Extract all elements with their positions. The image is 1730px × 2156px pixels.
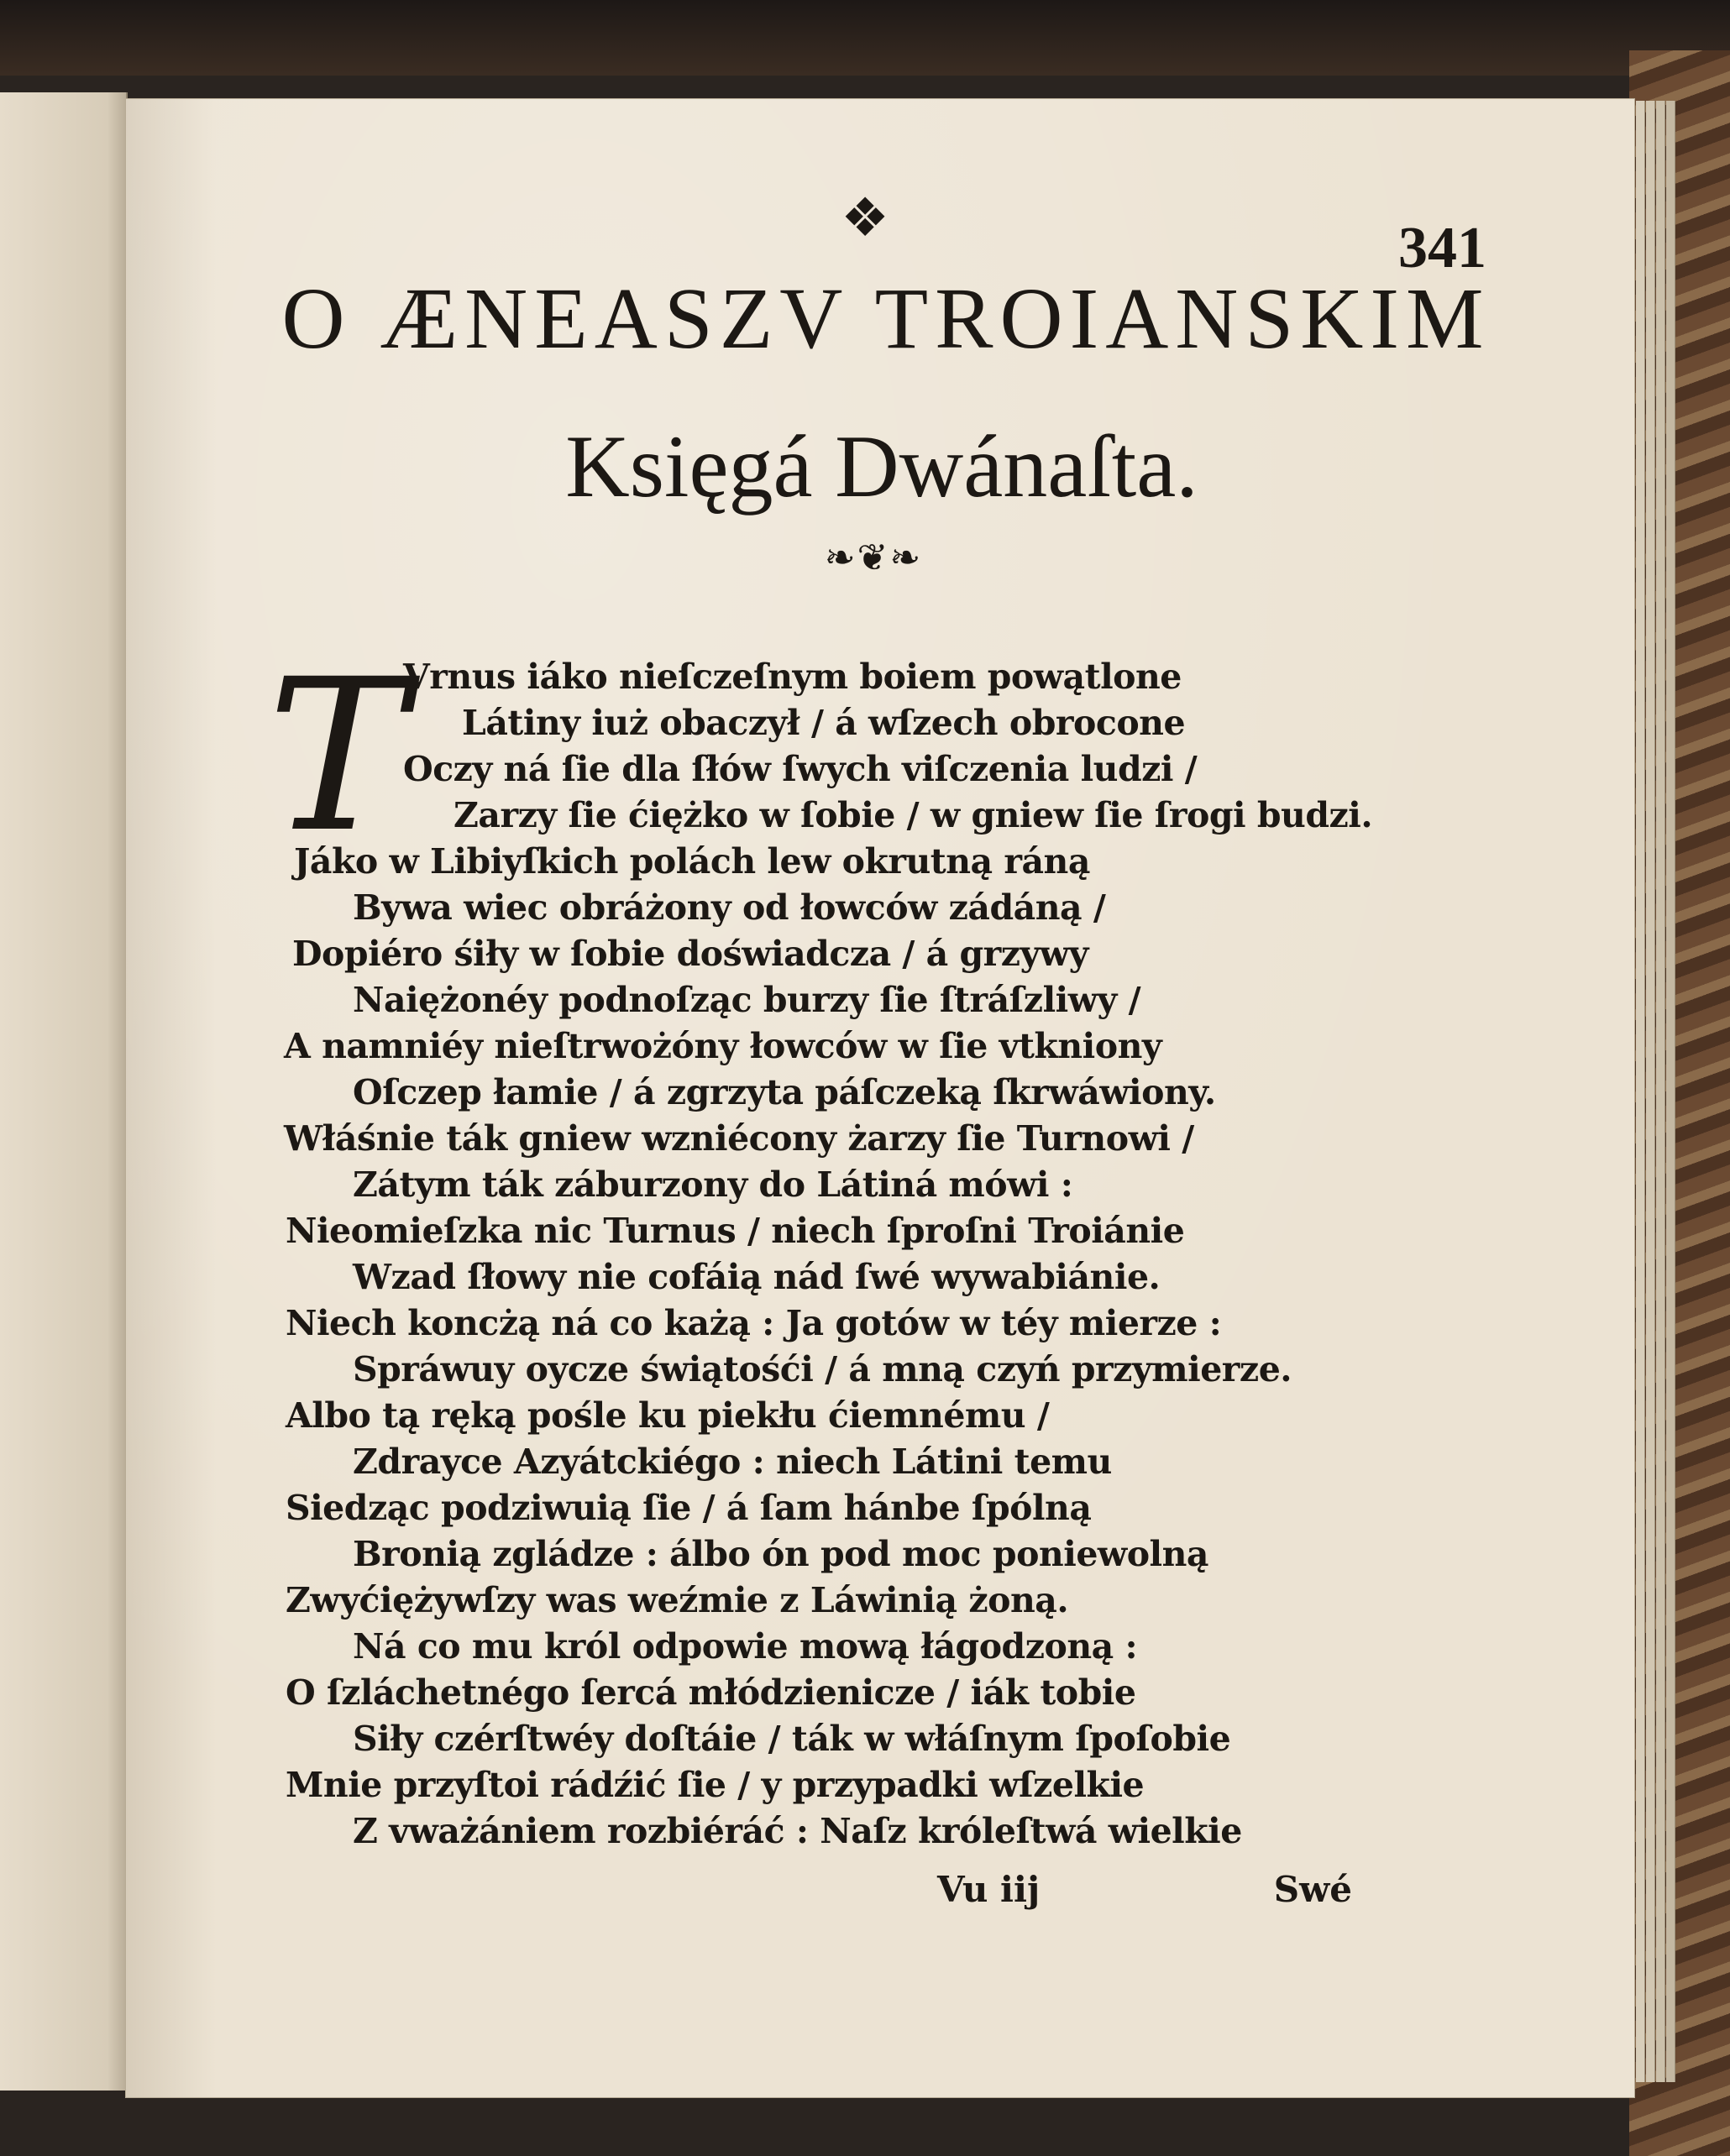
verse-line: Spráwuy oycze świątośći / á mną czyń przymierze. (353, 1349, 1292, 1389)
verse-line: Mnie przyſtoi rádźić ſie / y przypadki wſzelkie (286, 1765, 1145, 1805)
verse-line: Siły czérſtwéy doſtáie / ták w włáſnym ſpoſobie (353, 1719, 1231, 1759)
verse-line: Z vważániem rozbiéráć : Naſz króleſtwá wielkie (353, 1811, 1242, 1851)
verse-line: Ná co mu król odpowie mową łágodzoną : (353, 1626, 1138, 1667)
fleuron-ornament-icon: ❖ (841, 187, 889, 249)
verse-line: Zarzy ſie ćiężko w ſobie / w gniew ſie ſrogi budzi. (453, 795, 1373, 835)
verse-line: Niech koncżą ná co każą : Ja gotów w téy mierze : (286, 1303, 1222, 1343)
page-edge (1646, 101, 1655, 2082)
page-title: O ÆNEASZV TROIANSKIM (281, 270, 1491, 367)
verse-line: Dopiéro śiły w ſobie doświadcza / á grzywy (292, 934, 1089, 974)
verse-line: Nieomieſzka nic Turnus / niech ſproſni Troiánie (286, 1211, 1185, 1251)
drop-cap: T (267, 634, 407, 878)
signature-mark: Vu iij (937, 1869, 1041, 1910)
verse-line: Siedząc podziwuią ſie / á ſam hánbe ſpólną (286, 1488, 1092, 1528)
verse-line: Oczy ná ſie dla ſłów ſwych viſczenia ludzi / (403, 749, 1198, 789)
verse-line: O ſzláchetnégo ſercá młódzienicze / iák tobie (286, 1672, 1136, 1713)
page-number: 341 (1398, 216, 1486, 280)
catchword: Swé (1273, 1869, 1352, 1910)
page-edge (1636, 101, 1645, 2082)
verse-line: Bywa wiec obráżony od łowców zádáną / (353, 887, 1106, 928)
page-edge (1666, 101, 1675, 2082)
verse-line: Jáko w Libiyſkich polách lew okrutną ráną (294, 841, 1090, 882)
verse-line: Naiężonéy podnoſząc burzy ſie ſtráſzliwy / (353, 980, 1141, 1020)
verse-line: Oſczep łamie / á zgrzyta páſczeką ſkrwáwiony. (353, 1072, 1216, 1112)
verse-line: Vrnus iáko nieſczeſnym boiem powątlone (403, 657, 1182, 697)
verse-line: Wzad ſłowy nie cofáią nád ſwé wywabiánie. (353, 1257, 1161, 1297)
book-subtitle: Księgá Dwánaſta. (565, 417, 1198, 515)
left-facing-page (0, 92, 128, 2091)
verse-line: A namniéy nieſtrwożóny łowców w ſie vtkniony (284, 1026, 1162, 1066)
page-edge (1656, 101, 1665, 2082)
verse-line: Zwyćiężywſzy was weźmie z Láwinią żoną. (286, 1580, 1069, 1620)
verse-line: Włáśnie ták gniew wzniécony żarzy ſie Turnowi / (284, 1118, 1194, 1159)
verse-line: Látiny iuż obaczył / á wſzech obrocone (462, 703, 1186, 743)
backdrop-top (0, 0, 1730, 76)
book-page (126, 99, 1634, 2097)
verse-line: Bronią zgládze : álbo ón pod moc poniewolną (353, 1534, 1208, 1574)
section-ornament-icon: ❧❦❧ (824, 536, 923, 579)
verse-line: Zdrayce Azyátckiégo : niech Látini temu (353, 1442, 1112, 1482)
verse-line: Zátym ták záburzony do Látiná mówi : (353, 1164, 1073, 1205)
verse-line: Albo tą ręką pośle ku piekłu ćiemnému / (286, 1395, 1050, 1436)
